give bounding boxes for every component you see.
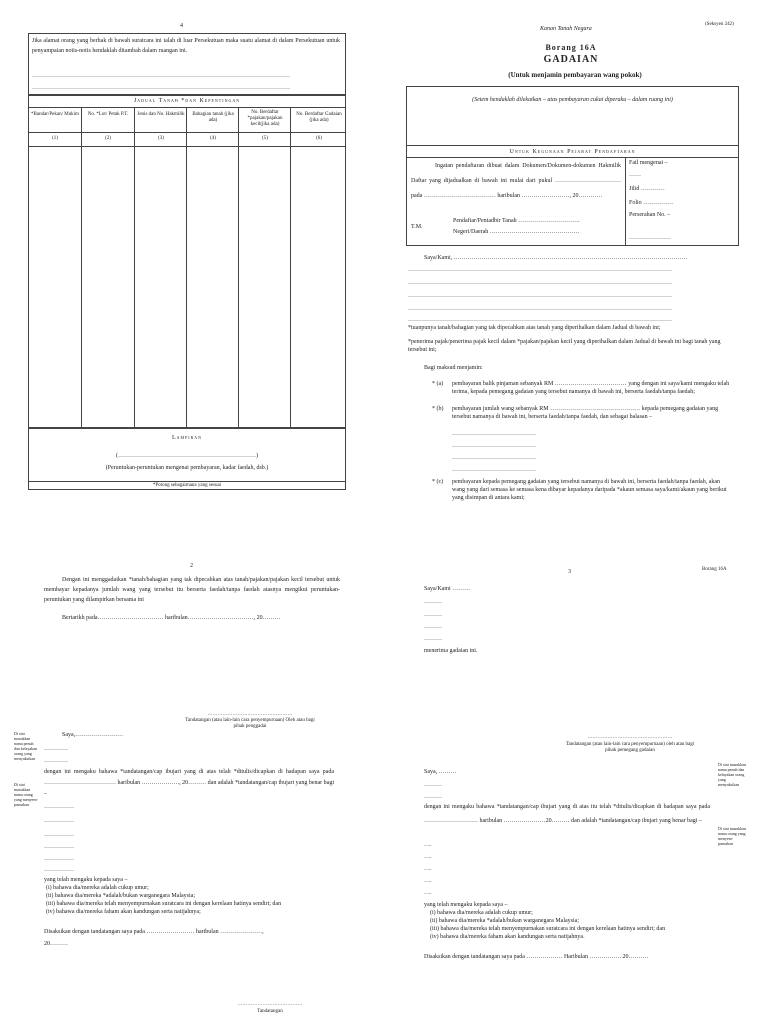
stamp-note: (Setem hendaklah dilekatkan – atas pembayaran cukai diperaku – dalam ruang ini) (472, 97, 673, 103)
dots-line: …………………………………………………………………………………………………………………… (408, 306, 672, 312)
dots-line: …………………………………… (452, 467, 536, 473)
margin-note: Di sini masukkan nama penuh dan kelayakan orang yang menyaksikan (14, 731, 37, 761)
column-number: (1) (52, 136, 58, 141)
signature-caption: Tandatangan (atau lain-lain cara penyempurnaan) Oleh atau bagi pihak penggadai (185, 718, 315, 729)
signature-dots: ………………………………… (237, 1002, 303, 1007)
dots-line: ……… (424, 782, 442, 788)
dots-line: ………………………………………………………………………………………………………………… (32, 85, 290, 91)
column-number: (2) (105, 136, 111, 141)
office-header: Kanan Tanah Negara (540, 26, 592, 32)
form-ref: Borang 16A (702, 567, 727, 572)
margin-note: Di sini masukkan nama penuh dan kelayakan orang yang menyaksikan (718, 762, 746, 787)
clause-a-label: * (a) (432, 381, 444, 387)
margin-note: Di sini masukkan nama orang yang menyem-purnakan (718, 826, 746, 846)
saya-kami-line: Saya/Kami, ……………………………………………………………………………………………………… (424, 255, 688, 261)
witnessed-line: Disaksikan dengan tandatangan saya pada …………………… haribulan …………………, (44, 929, 264, 935)
column-number: (6) (316, 136, 322, 141)
year-line: 20……… (44, 941, 68, 947)
dots-line: ……… (424, 636, 442, 642)
notice-text: Jika alamat orang yang berhak di bawah suratcara ini ialah di luar Persekutuan maka suatu alamat di dalam Persekutuan untuk penyampaian notis-notis hendaklah ditambah dalam ruangan ini. (32, 38, 340, 54)
saya-line: Saya, ……… (424, 769, 457, 775)
list-item: (iv) bahawa dia/mereka faham akan kandungan serta natijahnya. (430, 934, 585, 940)
lampiran-title: Lampiran (171, 435, 203, 441)
stamp-registry-box (406, 86, 739, 246)
dots-line: ……… (424, 624, 442, 630)
column-header: No. *Lot/ Petak P.T. (87, 112, 129, 117)
dots-line: …. (424, 842, 432, 848)
signature-dots: …………………………………………… (207, 712, 293, 717)
saya-kami-line: Saya/Kami ……… (424, 586, 471, 592)
page-number: 3 (568, 569, 571, 575)
dots-line: ………………………………………………………………………………………………………………… (32, 73, 290, 79)
signature-caption: Tandatangan (257, 1009, 283, 1014)
land-schedule-table (28, 95, 346, 428)
list-item: (iv) bahawa dia/mereka faham akan kandungan serta natijahnya; (46, 909, 201, 915)
column-header: Bahagian tanah (jika ada) (192, 112, 234, 123)
dated-line: Bertarikh pada…………………………… haribulan……………………………, 20……… (62, 615, 281, 621)
dots-line: ………… (44, 746, 68, 752)
dots-line: …………………………………… (452, 443, 536, 449)
accept-line: menerima gadaian ini. (424, 648, 478, 654)
registrar-text: Ingatan pendaftaran dibuat dalam Dokumen/Dokumen-dokumen Hakmilik Daftar yang dijadualkan di bawah ini mulai dari pukul …………………………… pada ……………………………… haribulan ……………………, 20………… (411, 163, 621, 199)
dots-line: …………… (44, 856, 74, 862)
pendaftar-field: Pendaftar/Pentadbir Tanah …………………………. (453, 218, 580, 224)
dots-line: …………………………………………………………………………………………………………………… (408, 293, 672, 299)
dots-line: …………………………………… (452, 431, 536, 437)
notice-box (28, 33, 346, 95)
section-ref: (Seksyen 242) (705, 22, 734, 27)
column-header: No. Berdaftar Gadaian (jika ada) (296, 112, 342, 123)
dots-line: …………………………………… (452, 455, 536, 461)
clause-b-label: * (b) (432, 406, 444, 412)
penerima-text: *penerima pajak/penerima pajak kecil dalam *pajakan/pajakan kecil yang diperihalkan dalam Jadual di bawah ini bagi tanah yang tersebut ini; (408, 339, 721, 353)
column-header: No. Berdaftar *pajakan/pajakan kecil(jika ada) (247, 110, 283, 127)
clause-c-text: pembayaran kepada pemegang gadaian yang tersebut namanya di bawah ini, berserta faedah/tanpa faedah, akan wang yang dari semasa ke semasa kena dibayar kepadanya daripada *akaun semasa saya/kami/akaun yang berikut yang disimpan di antara kami; (452, 479, 727, 501)
form-number: Borang 16A (545, 43, 597, 52)
list-item: (iii) bahawa dia/mereka telah menyempurnakan suratcara ini dengan kerelaan hatinya sendiri; dan (430, 926, 666, 932)
page-number: 4 (180, 23, 183, 29)
acknowledgement-text: dengan ini mengaku bahawa *tandatangan/cap ibujari yang di atas itu telah *ditulis/dicapkan di hadapan saya pada ……………………… haribulan …………………20……… dan adalah *tandatangan/cap ibujari yang benar bagi – (424, 804, 710, 824)
negeri-field: Negeri/Daerah ……………………………………… (453, 229, 580, 235)
list-item: (ii) bahawa dia/mereka *adalah/bukan warganegara Malaysia; (430, 918, 579, 924)
clause-a-text: pembayaran balik pinjaman sebanyak RM ……………………………… yang dengan ini saya/kami mengaku telah terima, kepada pemegang gadaian yang tersebut namanya di bawah ini, berserta faedah/tanpa faedah; (452, 381, 730, 395)
dots-line: …………… (44, 804, 74, 810)
perserahan-dots: ………………… (629, 235, 671, 241)
perserahan-label: Perserahan No. – (629, 212, 671, 218)
form-subtitle: (Untuk menjamin pembayaran wang pokok) (508, 71, 642, 79)
clause-b-text: pembayaran jumlah wang sebanyak RM ……………………………………… kepada pemegang gadaian yang tersebut namanya di bawah ini, berserta faedah/tanpa faedah, dan sebagai balasan – (452, 406, 719, 420)
dots-line: …………… (44, 818, 74, 824)
acknowledged-line: yang telah mengaku kepada saya – (44, 877, 128, 883)
dots-line: …………………………………………………………………………………………………………………… (408, 280, 672, 286)
schedule-title: Jadual Tanah *dan Kepentingan (133, 98, 241, 104)
signature-caption: Tandatangan (atau lain-lain cara penyempurnaan) oleh atau bagi pihak pemegang gadaian (565, 742, 695, 753)
tuanpunya-text: *tuanpunya tanah/bahagian yang tak dipecahkan atas tanah yang diperihalkan dalam Jadual di bawah ini; (408, 325, 661, 331)
tm-label: T.M. (411, 224, 423, 230)
margin-note: Di sini masukkan nama orang yang menyem-purnakan (14, 782, 38, 807)
saya-line: Saya,…………………… (62, 732, 124, 738)
dots-line: …. (424, 854, 432, 860)
dots-line: …. (424, 890, 432, 896)
bagi-maksud: Bagi maksud menjamin: (424, 365, 483, 371)
list-item: (i) bahawa dia/mereka adalah cukup umur; (46, 885, 149, 891)
footnote: *Potong sebagaimana yang sesuai (152, 483, 222, 488)
signature-dots: …………………………………………… (587, 735, 673, 740)
column-number: (5) (262, 136, 268, 141)
mortgage-intro: Dengan ini menggadaikan *tanah/bahagian yang tak dipecahkan atas tanah/pajakan/pajakan kecil tersebut untuk membayar kepadanya jumlah wang yang tersebut itu berserta faedah/tanpa faedah atasnya mengikut peruntukan-peruntukan yang dilampirkan bersama ini (44, 577, 340, 603)
dots-line: ……… (424, 599, 442, 605)
column-number: (4) (210, 136, 216, 141)
lampiran-dots: (……………………………………………………………) (116, 453, 258, 459)
fail-label: Fail mengenai – (629, 160, 668, 166)
registrar-title: Untuk Kegunaan Pejabat Pendaftaran (509, 149, 636, 155)
form-title: GADAIAN (543, 54, 599, 65)
lampiran-box (28, 428, 346, 490)
dots-line: ……… (424, 794, 442, 800)
list-item: (ii) bahawa dia/mereka *adalah/bukan warganegara Malaysia; (46, 893, 195, 899)
dots-line: …. (424, 866, 432, 872)
dots-line: …………………………………………………………………………………………………………………… (408, 267, 672, 273)
column-header: Jenis dan No. Hakmilik (137, 112, 185, 117)
dots-line: …………………………………………………………………………………………………………………… (408, 317, 672, 323)
fail-dots: …… (629, 172, 641, 178)
dots-line: …………… (44, 844, 74, 850)
list-item: (i) bahawa dia/mereka adalah cukup umur; (430, 910, 533, 916)
acknowledgement-text: dengan ini mengaku bahawa *tandatangan/cap ibujari yang di atas telah *ditulis/dicapkan di hadapan saya pada ……………………………… haribulan ………………., 20……… dan adalah *tandatangan/cap ibujari yang benar bagi – (44, 769, 334, 797)
folio-field: Folio …………… (629, 200, 674, 206)
jilid-field: Jilid ………… (629, 186, 665, 192)
page-number: 2 (190, 563, 193, 569)
lampiran-note: (Peruntukan-peruntukan mengenai pembayaran, kadar faedah, dsb.) (105, 465, 269, 471)
dots-line: …………… (44, 867, 74, 873)
column-number: (3) (158, 136, 164, 141)
dots-line: …. (424, 878, 432, 884)
acknowledged-line: yang telah mengaku kepada saya – (424, 902, 508, 908)
list-item: (iii) bahawa dia/mereka telah menyempurnakan suratcara ini dengan kerelaan hatinya sendiri; dan (46, 901, 282, 907)
clause-c-label: * (c) (432, 479, 444, 485)
dots-line: ………… (44, 758, 68, 764)
dots-line: ……… (424, 612, 442, 618)
column-header: *Bandar/Pekan/ Mukim (31, 112, 79, 117)
witnessed-line: Disaksikan dengan tandatangan saya pada ……………… Haribulan ……………. 20………. (424, 954, 648, 960)
dots-line: …………… (44, 832, 74, 838)
